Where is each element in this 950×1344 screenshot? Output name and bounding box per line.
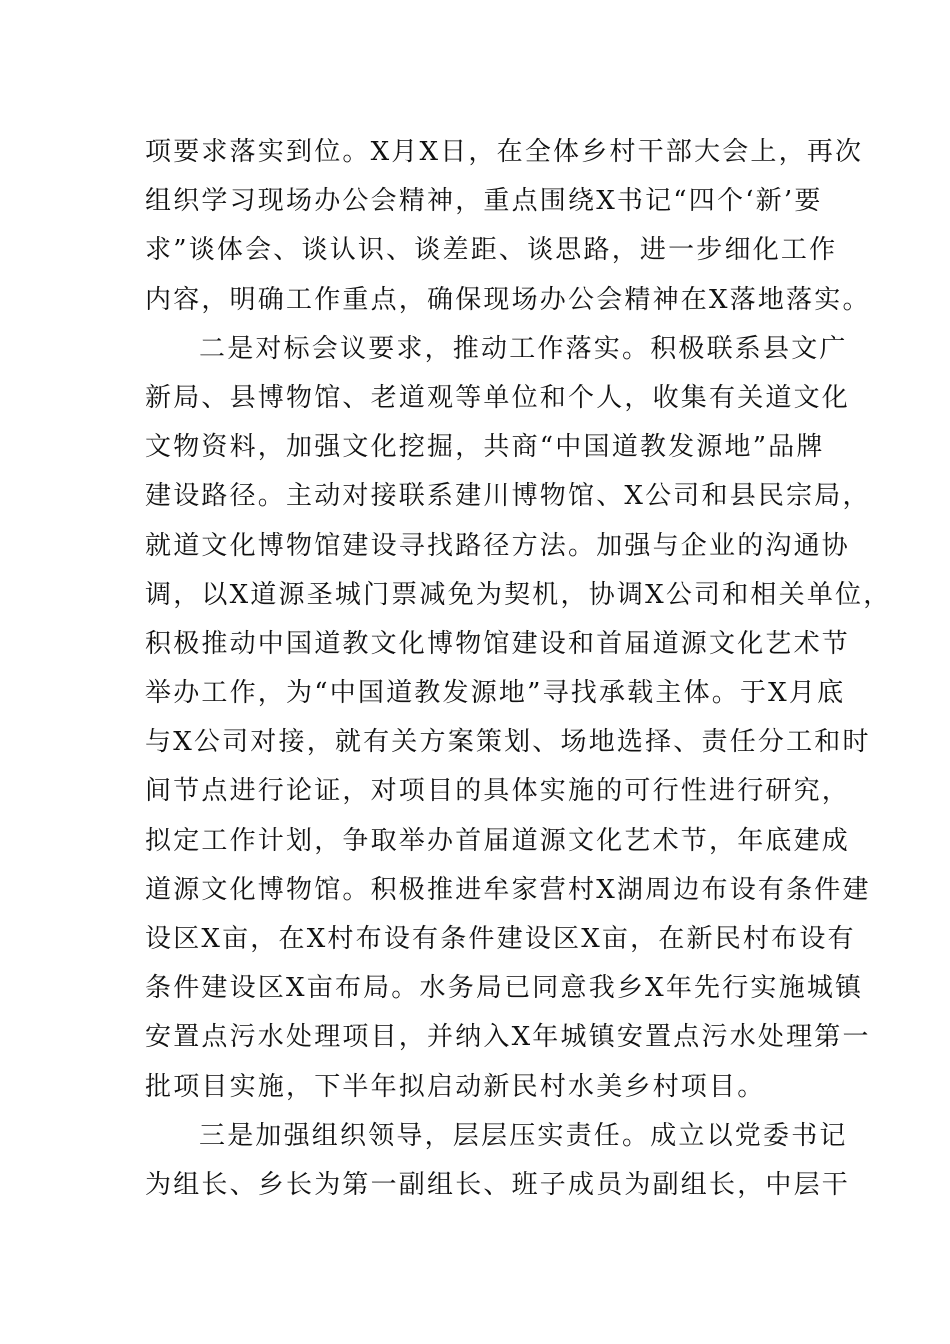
text-line: 调，以X道源圣城门票减免为契机，协调X公司和相关单位，: [145, 579, 892, 610]
text-line: 举办工作，为“中国道教发源地”寻找承载主体。于X月底: [145, 678, 846, 709]
text-line: 项要求落实到位。X月X日，在全体乡村干部大会上，再次: [145, 137, 864, 167]
text-line: 安置点污水处理项目，并纳入X年城镇安置点污水处理第一: [145, 1022, 871, 1053]
text-line: 积极推动中国道教文化博物馆建设和首届道源文化艺术节: [145, 628, 851, 659]
paragraph-start-line: 三是加强组织领导，层层压实责任。成立以党委书记: [199, 1120, 848, 1151]
text-line: 新局、县博物馆、老道观等单位和个人，收集有关道文化: [145, 382, 851, 413]
text-line: 批项目实施，下半年拟启动新民村水美乡村项目。: [145, 1071, 766, 1102]
text-line: 就道文化博物馆建设寻找路径方法。加强与企业的沟通协: [145, 530, 851, 561]
text-line: 内容，明确工作重点，确保现场办公会精神在X落地落实。: [145, 284, 871, 315]
text-line: 求”谈体会、谈认识、谈差距、谈思路，进一步细化工作: [145, 235, 838, 266]
text-line: 组织学习现场办公会精神，重点围绕X书记“四个‘新’要: [145, 186, 823, 217]
paragraph-start-line: 二是对标会议要求，推动工作落实。积极联系县文广: [199, 333, 848, 364]
text-line: 拟定工作计划，争取举办首届道源文化艺术节，年底建成: [145, 825, 851, 856]
text-line: 间节点进行论证，对项目的具体实施的可行性进行研究，: [145, 776, 851, 807]
text-line: 建设路径。主动对接联系建川博物馆、X公司和县民宗局，: [145, 481, 871, 512]
text-line: 文物资料，加强文化挖掘，共商“中国道教发源地”品牌: [145, 432, 825, 463]
body-text: [145, 128, 892, 1210]
text-line: 道源文化博物馆。积极推进牟家营村X湖周边布设有条件建: [145, 874, 871, 905]
text-line: 设区X亩，在X村布设有条件建设区X亩，在新民村布设有: [145, 924, 856, 954]
text-line: 条件建设区X亩布局。水务局已同意我乡X年先行实施城镇: [145, 973, 864, 1004]
text-line: 与X公司对接，就有关方案策划、场地选择、责任分工和时: [145, 727, 871, 758]
text-line: 为组长、乡长为第一副组长、班子成员为副组长，中层干: [145, 1169, 851, 1200]
